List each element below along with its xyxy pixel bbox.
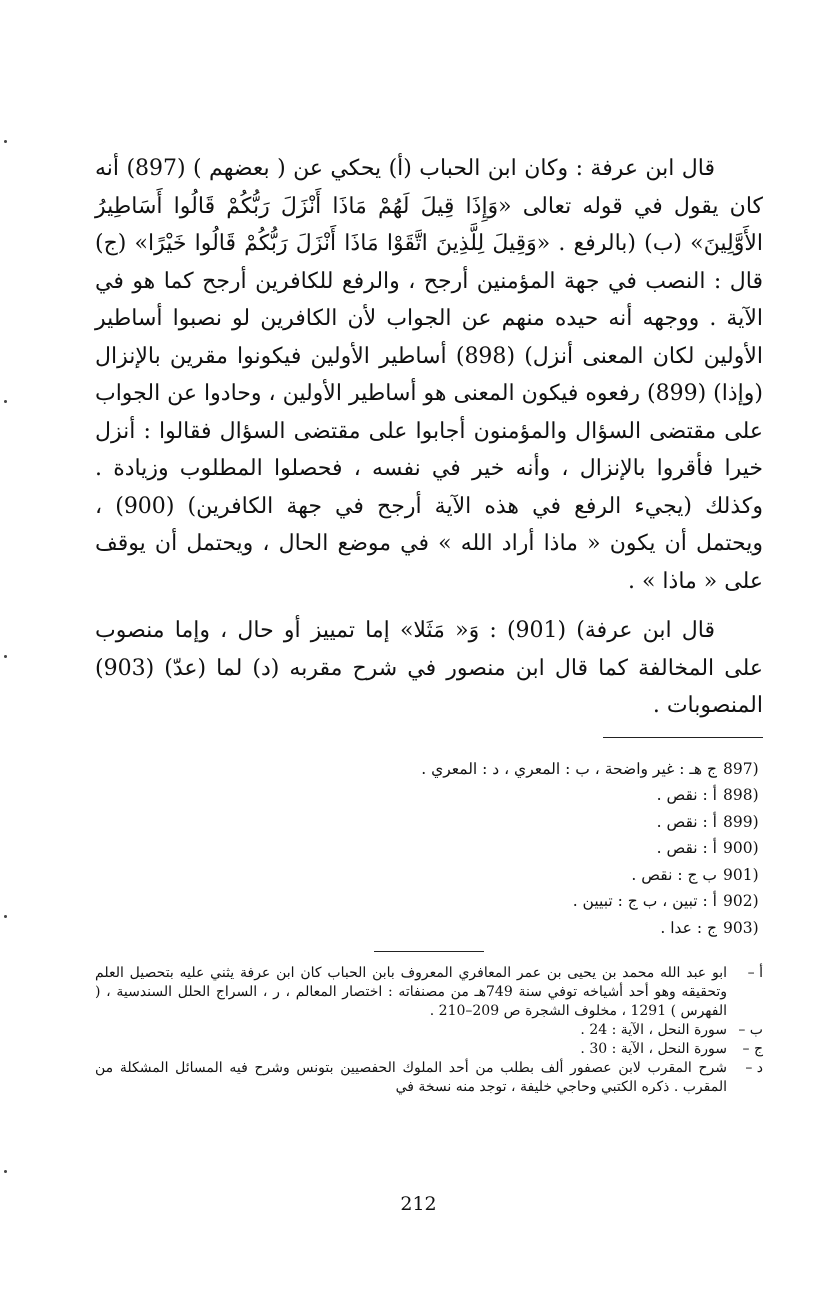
page-number: 212 (400, 1193, 437, 1215)
note-900: 900) أ : نقص . (656, 839, 759, 857)
main-paragraph-1: قال ابن عرفة : وكان ابن الحباب (أ) يحكي عن ( بعضهم ) (897) أنه كان يقول في قوله تعالى «وَإِذَا قِيلَ لَهُمْ مَاذَا أَنْزَلَ رَبُّكُمْ قَالُوا أَسَاطِيرُ الأَوَّلِينَ» (ب) (بالرفع . «وَقِيلَ لِلَّذِينَ اتَّقَوْا مَاذَا أَنْزَلَ رَبُّكُمْ قَالُوا خَيْرًا» (ج) قال : النصب في جهة المؤمنين أرجح ، والرفع للكافرين أرجح كما هو في الآية . ووجهه أنه حيده منهم عن الجواب لأن الكافرين لو نصبوا أساطير الأولين لكان المعنى أنزل) (898) أساطير الأولين فيكونوا مقرين بالإنزال (وإذا) (899) رفعوه فيكون المعنى هو أساطير الأولين ، وحادوا عن الجواب على مقتضى السؤال والمؤمنون أجابوا على مقتضى السؤال فقالوا : أنزل خيرا فأقروا بالإنزال ، وأنه خير في نفسه ، فحصلوا المطلوب وزيادة . وكذلك (يجيء الرفع في هذه الآية أرجح في جهة الكافرين) (900) ، ويحتمل أن يكون « ماذا أراد الله » في موضع الحال ، ويحتمل أن يوقف على « ماذا » . (94, 156, 764, 594)
footnote-divider (603, 737, 763, 738)
scan-speck (4, 655, 7, 658)
page-body (95, 150, 763, 1097)
reference-item: ج – سورة النحل ، الآية : 30 . (580, 1041, 763, 1057)
note-897: 897) ج هـ : غير واضحة ، ب : المعري ، د : المعري . (421, 759, 759, 778)
main-paragraph-2: قال ابن عرفة) (901) : وَ« مَثَلا» إما تمييز أو حال ، وإما منصوب على المخالفة كما قال ابن منصور في شرح مقربه (د) لما (عدّ) (903) المنصوبات . (95, 618, 763, 718)
reference-item: ب – سورة النحل ، الآية : 24 . (580, 1022, 763, 1038)
note-901: 901) ب ج : نقص . (631, 865, 759, 884)
scan-speck (4, 400, 7, 403)
note-903: 903) ج : عدا . (660, 918, 759, 937)
scan-speck (4, 915, 7, 918)
note-902: 902) أ : تبين ، ب ج : تبيين . (572, 892, 759, 910)
note-899: 899) أ : نقص . (656, 812, 759, 831)
reference-item: د – شرح المقرب لابن عصفور ألف بطلب من أحد الملوك الحفصيين بتونس وشرح فيه المسائل المشكلة من المقرب . ذكره الكتبي وحاجي خليفة ، توجد منه نسخة في (95, 1060, 763, 1095)
note-898: 898) أ : نقص . (656, 786, 759, 804)
scan-speck (4, 1170, 7, 1173)
references-divider (374, 951, 484, 952)
reference-notes (95, 964, 763, 1097)
reference-item: أ – ابو عبد الله محمد بن يحيى بن عمر المعافري المعروف بابن الحباب كان ابن عرفة يثني عليه بتحصيل العلم وتحقيقه وهو أحد أشياخه توفي سنة 749هـ من مصنفاته : اختصار المعالم ، ر ، السراج الحلل السندسية ، ( الفهرس ) 1291 ، مخلوف الشجرة ص 209–210 . (95, 965, 763, 1019)
variant-notes (95, 756, 763, 942)
scan-speck (4, 140, 7, 143)
